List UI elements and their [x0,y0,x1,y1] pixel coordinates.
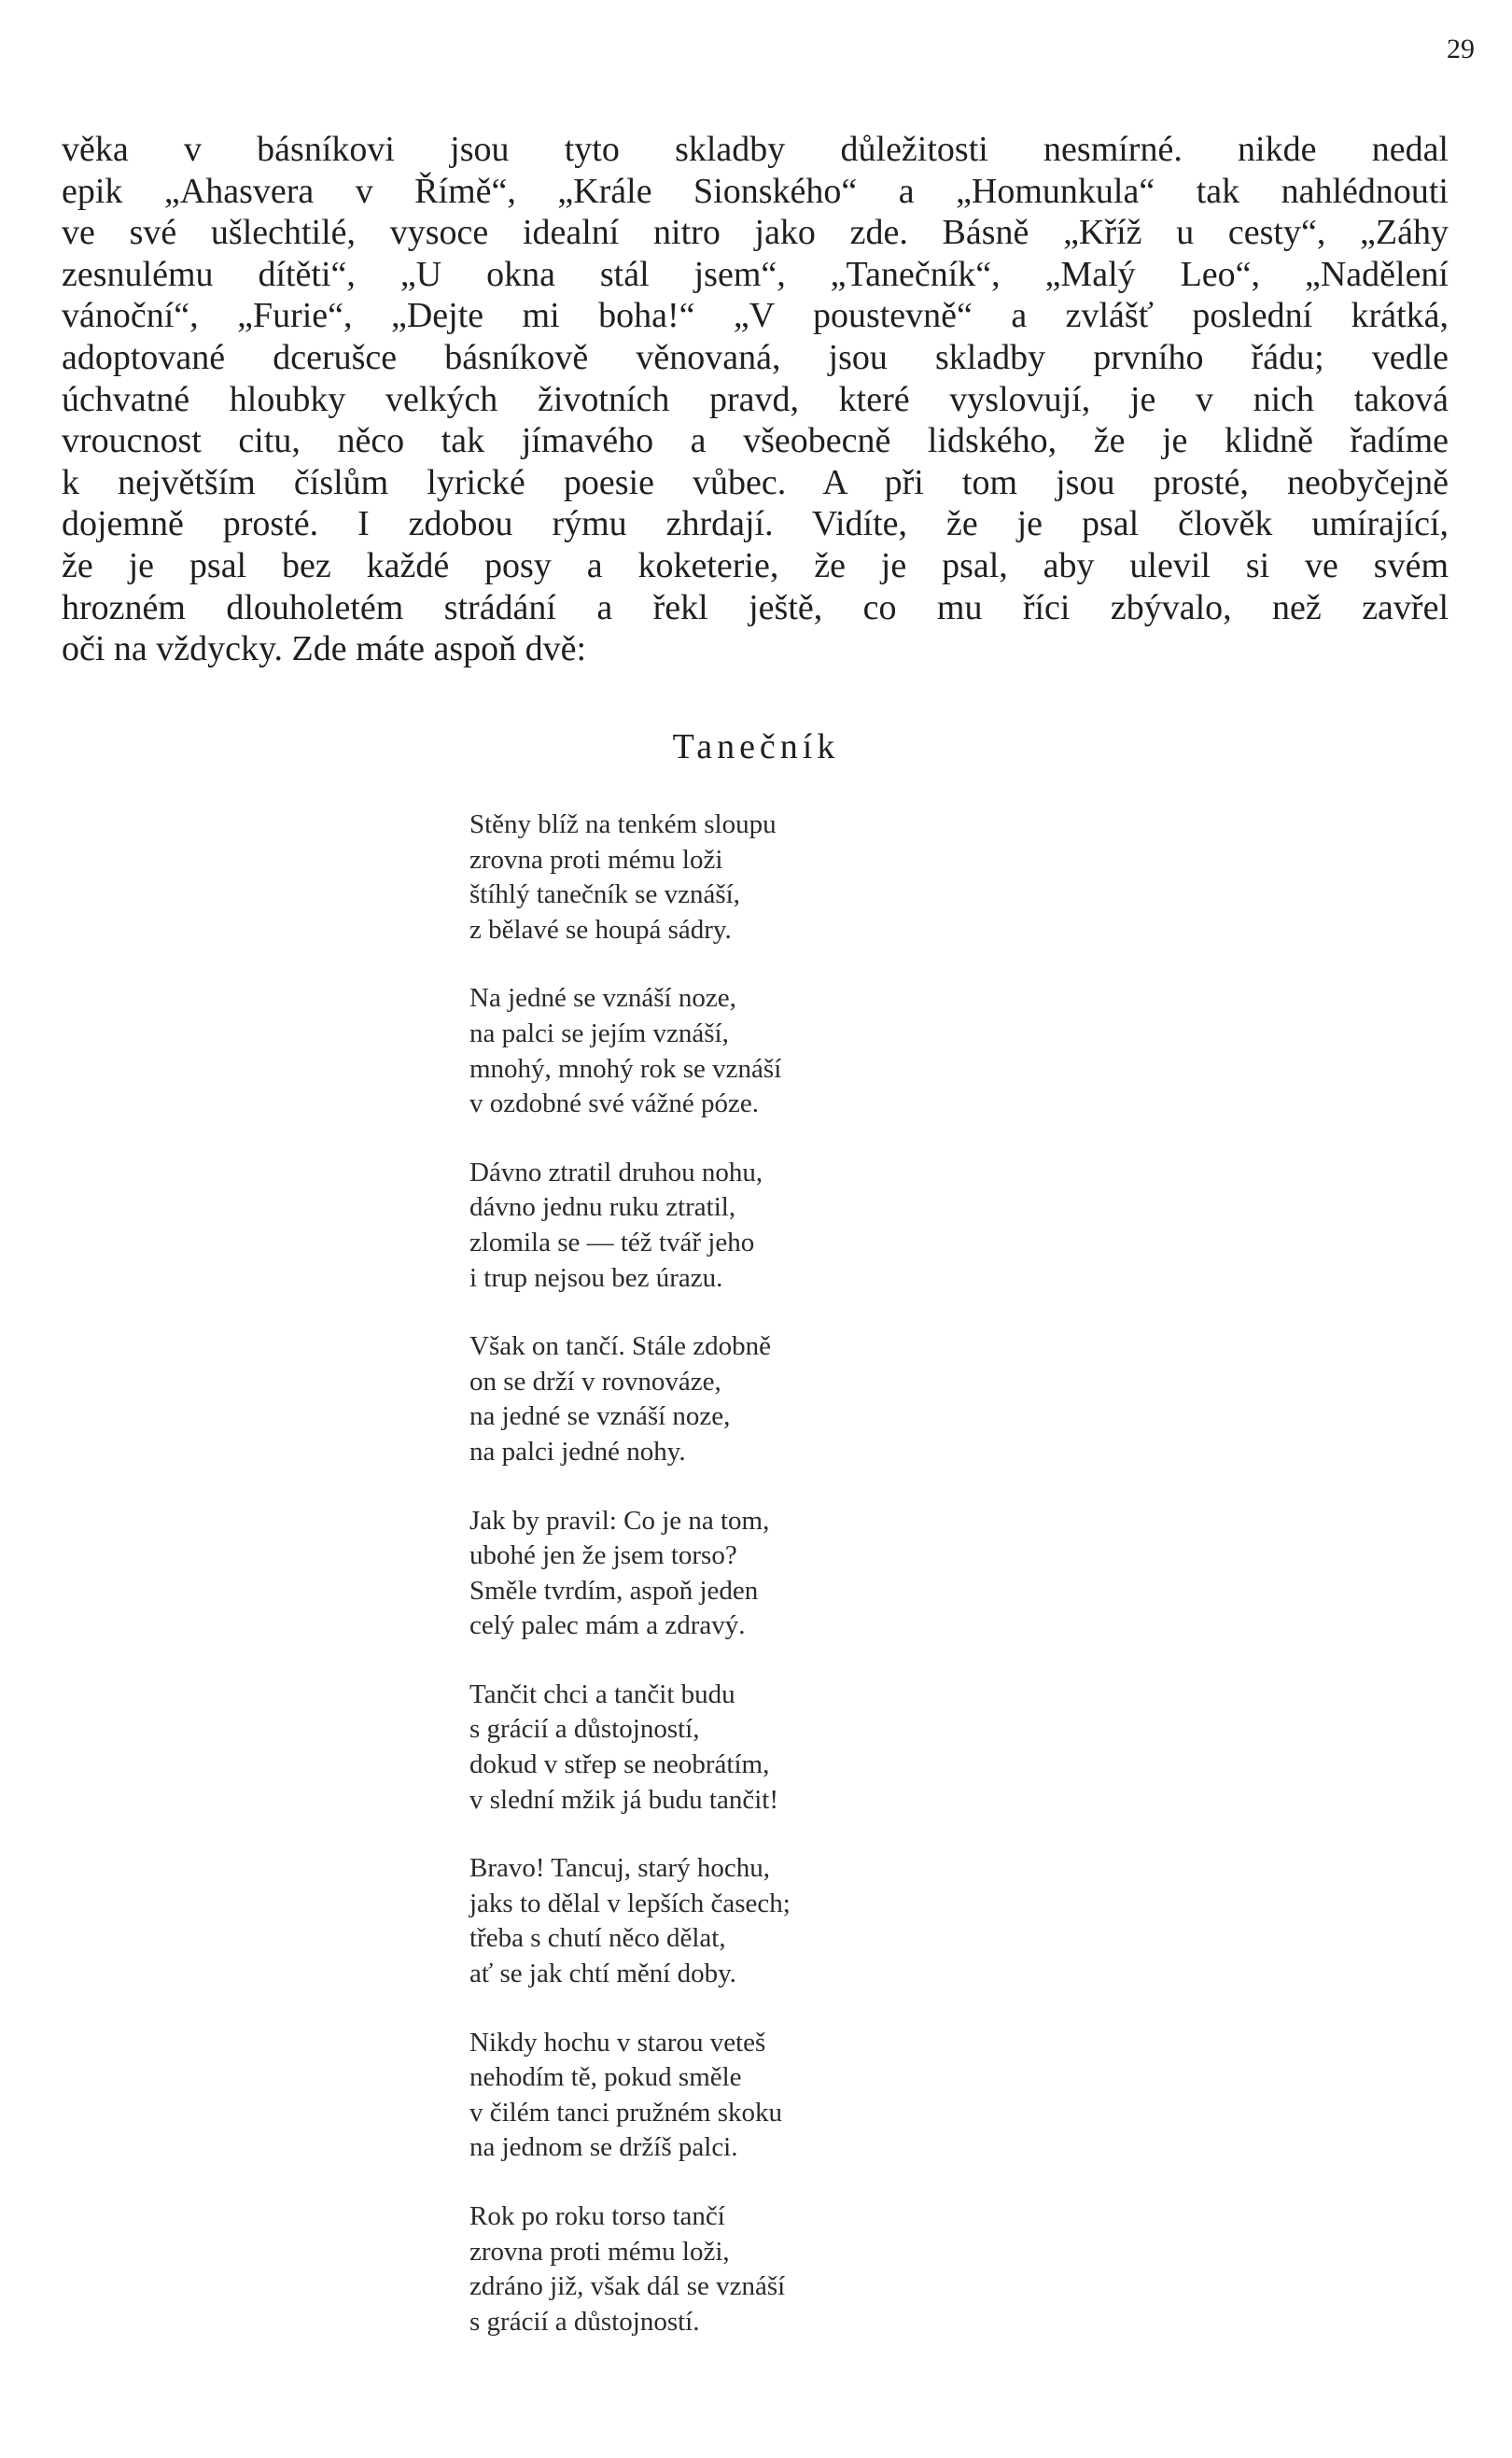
prose-line: dojemně prosté. I zdobou rýmu zhrdají. Vidíte, že je psal člověk umírající, [62,504,1449,544]
prose-line: oči na vždycky. Zde máte aspoň dvě: [62,629,587,669]
poem-verse: mnohý, mnohý rok se vznáší [469,1053,782,1084]
poem-verse: s grácií a důstojností. [469,2306,700,2337]
poem-verse: zlomila se — též tvář jeho [469,1227,755,1257]
poem-verse: z bělavé se houpá sádry. [469,914,732,945]
poem-verse: Rok po roku torso tančí [469,2201,725,2231]
poem-verse: Bravo! Tancuj, starý hochu, [469,1853,770,1884]
poem-stanza [469,1851,1048,1991]
poem-stanza [469,1504,1048,1644]
poem-stanza [469,2026,1048,2166]
poem-verse: dávno jednu ruku ztratil, [469,1192,736,1223]
prose-line: epik „Ahasvera v Římě“, „Krále Sionského“ a „Homunkula“ tak nahlédnouti [62,171,1449,211]
prose-line: vroucnost citu, něco tak jímavého a všeobecně lidského, že je klidně řadíme [62,421,1449,461]
poem-verse: Jak by pravil: Co je na tom, [469,1505,770,1536]
poem-verse: dokud v střep se neobrátím, [469,1749,770,1780]
prose-line: zesnulému dítěti“, „U okna stál jsem“, „Tanečník“, „Malý Leo“, „Nadělení [62,254,1449,294]
poem-title: Tanečník [672,727,840,766]
prose-line: vánoční“, „Furie“, „Dejte mi boha!“ „V poustevně“ a zvlášť poslední krátká, [62,296,1449,336]
poem-stanza [469,981,1048,1121]
poem-verse: ať se jak chtí mění doby. [469,1959,736,1989]
poem-verse: Tančit chci a tančit budu [469,1678,735,1709]
poem-verse: na jednom se držíš palci. [469,2132,738,2163]
poem-verse: Na jedné se vznáší noze, [469,983,736,1014]
poem-verse: na jedné se vznáší noze, [469,1401,731,1432]
poem-verse: Stěny blíž na tenkém sloupu [469,809,777,839]
poem-verse: ubohé jen že jsem torso? [469,1540,737,1571]
poem-verse: v čilém tanci pružném skoku [469,2097,783,2128]
poem-verse: v ozdobné své vážné póze. [469,1089,760,1119]
page-number: 29 [1447,34,1475,64]
poem-verse: i trup nejsou bez úrazu. [469,1262,723,1293]
poem-verse: jaks to dělal v lepších časech; [469,1888,791,1918]
poem-verse: štíhlý tanečník se vznáší, [469,879,740,910]
poem-verse: Dávno ztratil druhou nohu, [469,1157,763,1187]
prose-paragraph [62,129,1449,670]
poem-verse: Však on tančí. Stále zdobně [469,1331,771,1362]
poem-verse: na palci se jejím vznáší, [469,1018,729,1048]
poem-verse: celý palec mám a zdravý. [469,1610,746,1641]
poem-body [469,808,1048,2373]
poem-verse: Nikdy hochu v starou veteš [469,2027,766,2058]
prose-line: věka v básníkovi jsou tyto skladby důležitosti nesmírné. nikde nedal [62,130,1449,169]
poem-stanza [469,1329,1048,1469]
prose-line: ve své ušlechtilé, vysoce idealní nitro jako zde. Básně „Kříž u cesty“, „Záhy [62,213,1449,253]
poem-verse: zdráno již, však dál se vznáší [469,2271,786,2302]
prose-line: k největším číslům lyrické poesie vůbec. A při tom jsou prosté, neobyčejně [62,462,1449,502]
poem-verse: s grácií a důstojností, [469,1714,700,1745]
poem-stanza [469,1156,1048,1296]
poem-verse: v slední mžik já budu tančit! [469,1784,779,1815]
poem-verse: zrovna proti mému loži [469,844,723,875]
poem-verse: on se drží v rovnováze, [469,1366,721,1397]
prose-line: úchvatné hloubky velkých životních pravd, které vyslovují, je v nich taková [62,379,1449,419]
poem-verse: na palci jedné nohy. [469,1436,686,1467]
poem-verse: třeba s chutí něco dělat, [469,1923,726,1954]
prose-line: že je psal bez každé posy a koketerie, že je psal, aby ulevil si ve svém [62,545,1449,585]
poem-verse: nehodím tě, pokud směle [469,2062,742,2093]
prose-line: hrozném dlouholetém strádání a řekl ještě, co mu říci zbývalo, než zavřel [62,587,1449,627]
poem-stanza [469,1678,1048,1818]
poem-verse: zrovna proti mému loži, [469,2236,730,2267]
prose-line: adoptované dcerušce básníkově věnovaná, jsou skladby prvního řádu; vedle [62,337,1449,377]
poem-verse: Směle tvrdím, aspoň jeden [469,1575,759,1606]
poem-stanza [469,2199,1048,2339]
poem-stanza [469,808,1048,948]
